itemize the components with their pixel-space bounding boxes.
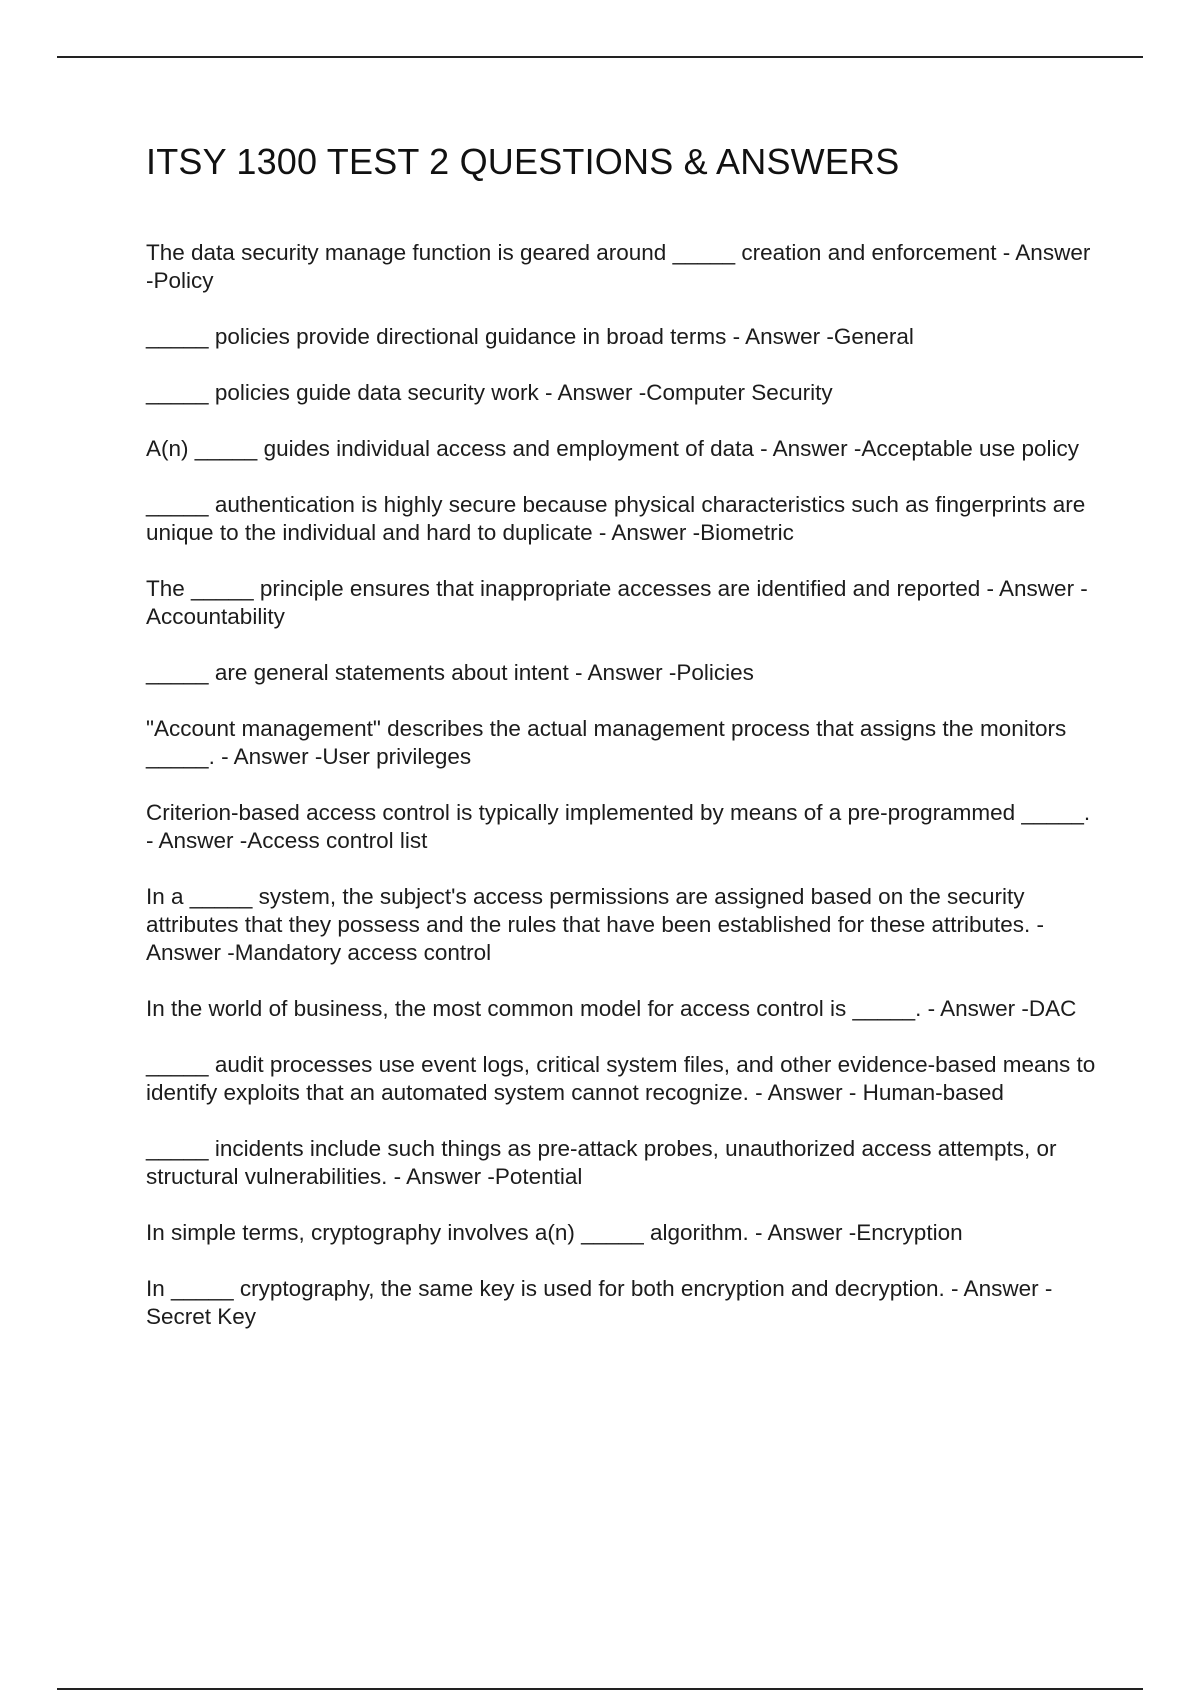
qa-item-9: Criterion-based access control is typically implemented by means of a pre-programmed _____. - Answer -Access control list [146, 800, 1091, 854]
qa-item-10: In a _____ system, the subject's access permissions are assigned based on the security attributes that they possess and the rules that have been established for these attributes. - Answer -Mandatory access control [146, 884, 1045, 966]
page-title: ITSY 1300 TEST 2 QUESTIONS & ANSWERS [146, 141, 900, 182]
qa-item-11: In the world of business, the most common model for access control is _____. - Answer -DAC [146, 996, 1077, 1022]
document-body [146, 140, 1096, 1359]
bottom-divider [57, 1688, 1143, 1690]
qa-item-7: _____ are general statements about intent - Answer -Policies [146, 660, 754, 686]
qa-item-12: _____ audit processes use event logs, critical system files, and other evidence-based means to identify exploits that an automated system cannot recognize. - Answer - Human-based [146, 1052, 1096, 1106]
top-divider [57, 56, 1143, 58]
qa-item-13: _____ incidents include such things as pre-attack probes, unauthorized access attempts, or structural vulnerabilities. - Answer -Potential [146, 1136, 1057, 1190]
qa-item-15: In _____ cryptography, the same key is used for both encryption and decryption. - Answer -Secret Key [146, 1276, 1053, 1330]
qa-item-2: _____ policies provide directional guidance in broad terms - Answer -General [146, 324, 914, 350]
qa-list [146, 239, 1096, 1331]
qa-item-3: _____ policies guide data security work - Answer -Computer Security [146, 380, 833, 406]
qa-item-5: _____ authentication is highly secure because physical characteristics such as fingerprints are unique to the individual and hard to duplicate - Answer -Biometric [146, 492, 1086, 546]
qa-item-4: A(n) _____ guides individual access and employment of data - Answer -Acceptable use policy [146, 436, 1080, 462]
qa-item-8: "Account management" describes the actual management process that assigns the monitors _____. - Answer -User privileges [146, 716, 1067, 770]
qa-item-6: The _____ principle ensures that inappropriate accesses are identified and reported - Answer -Accountability [146, 576, 1088, 630]
qa-item-1: The data security manage function is geared around _____ creation and enforcement - Answer -Policy [146, 240, 1091, 294]
qa-item-14: In simple terms, cryptography involves a(n) _____ algorithm. - Answer -Encryption [146, 1220, 963, 1246]
